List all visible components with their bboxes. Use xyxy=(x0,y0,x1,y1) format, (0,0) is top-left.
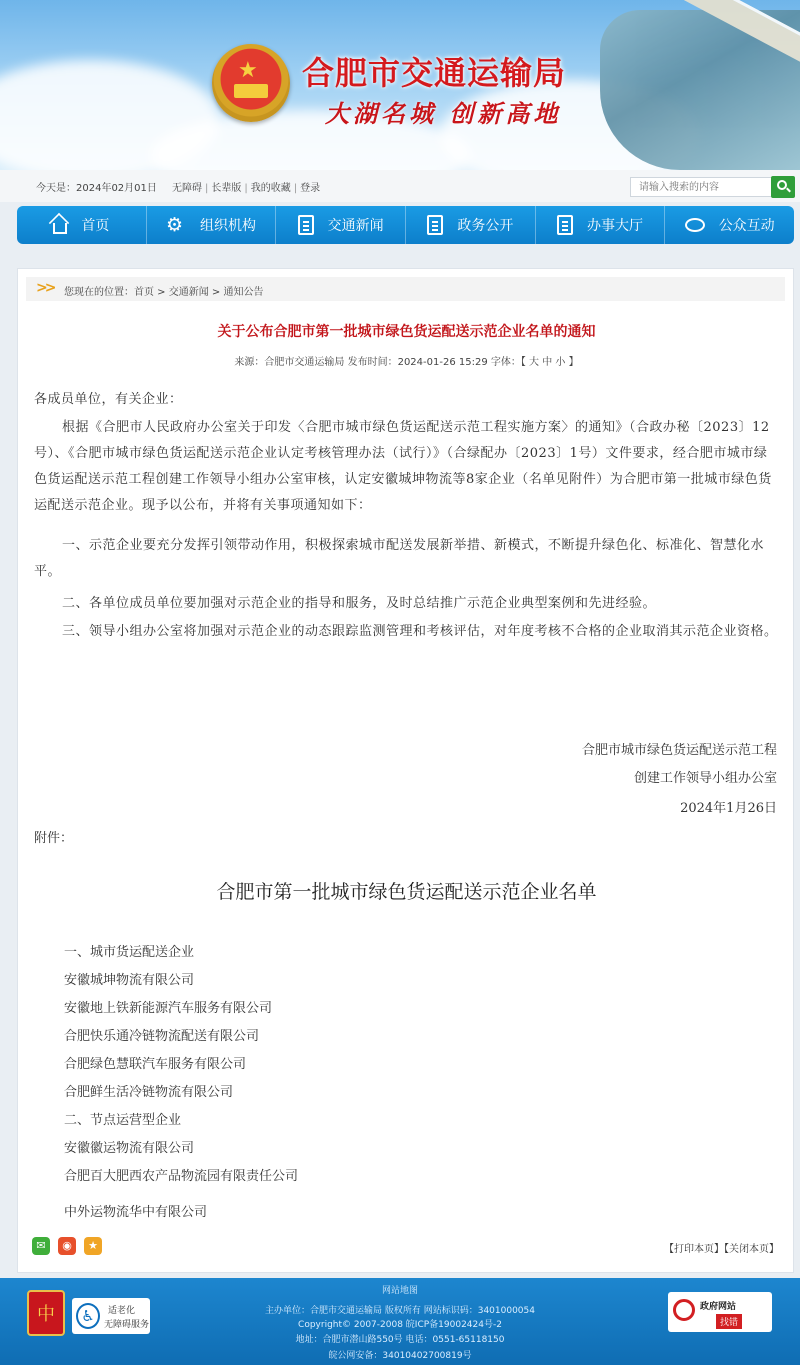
header-banner xyxy=(0,0,800,170)
chat-icon xyxy=(685,218,705,232)
search-input[interactable] xyxy=(630,177,772,197)
gov-badge-action: 找错 xyxy=(716,1314,742,1329)
sitemap-link[interactable]: 网站地图 xyxy=(381,1286,418,1296)
search-button[interactable] xyxy=(771,176,795,198)
file-icon xyxy=(427,215,443,235)
breadcrumb-notices[interactable]: 通知公告 xyxy=(223,287,264,298)
gov-site-error-badge[interactable] xyxy=(668,1292,772,1332)
article-title: 关于公布合肥市第一批城市绿色货运配送示范企业名单的通知 xyxy=(217,324,596,340)
breadcrumb: >> 您现在的位置：首页 > 交通新闻 > 通知公告 xyxy=(26,277,785,301)
magnifier-icon xyxy=(673,1299,695,1321)
list-item: 中外运物流华中有限公司 xyxy=(64,1205,208,1220)
paragraph: 根据《合肥市人民政府办公室关于印发〈合肥市城市绿色货运配送示范工程实施方案〉的通知》（合政办秘〔2023〕12号）、《合肥市城市绿色货运配送示范企业认定考核管理办法（试行）》（合绿配办〔2023〕1号）文件要求，经合肥市城市绿色货运配送示范工程创建工作领导小组办公室审核，认定安徽城坤物流等8家企业（名单见附件）为合肥市第一批城市绿色货运配送示范企业。现予以公布，并将有关事项通知如下： xyxy=(34,420,772,513)
print-page-link[interactable]: 【打印本页】 xyxy=(664,1244,724,1255)
nav-item-news[interactable] xyxy=(276,206,406,244)
gear-icon: ⚙ xyxy=(166,214,184,236)
salutation: 各成员单位，有关企业： xyxy=(34,392,183,407)
list-item: 合肥快乐通冷链物流配送有限公司 xyxy=(64,1029,260,1044)
access-badge-title: 适老化 xyxy=(108,1306,136,1316)
home-icon xyxy=(53,223,67,234)
list-item: 安徽城坤物流有限公司 xyxy=(64,973,195,988)
today-date: 今天是：2024年02月01日 xyxy=(36,183,157,194)
signature-date: 2024年1月26日 xyxy=(680,801,777,816)
book-icon xyxy=(557,215,573,235)
attachment-label: 附件： xyxy=(34,831,74,846)
login-link[interactable]: 登录 xyxy=(300,183,321,194)
breadcrumb-prefix: 您现在的位置： xyxy=(64,287,134,298)
list-item: 二、节点运营型企业 xyxy=(64,1113,182,1128)
document-icon xyxy=(298,215,314,235)
nav-label: 组织机构 xyxy=(200,218,256,234)
nav-item-interaction[interactable] xyxy=(665,206,794,244)
accessibility-link[interactable]: 无障碍 xyxy=(172,183,202,194)
accessibility-badge[interactable] xyxy=(72,1298,150,1334)
paragraph: 三、领导小组办公室将加强对示范企业的动态跟踪监测管理和考核评估，对年度考核不合格的企业取消其示范企业资格。 xyxy=(62,624,778,639)
footer-address: 地址：合肥市潜山路550号 电话：0551-65118150 xyxy=(295,1335,505,1345)
article-meta: 来源：合肥市交通运输局 发布时间：2024-01-26 15:29 字体：【 大 中 小 】 xyxy=(234,357,579,368)
breadcrumb-news[interactable]: 交通新闻 xyxy=(168,287,209,298)
footer xyxy=(0,1278,800,1365)
site-title: 合肥市交通运输局 xyxy=(302,54,567,92)
list-item: 合肥百大肥西农产品物流园有限责任公司 xyxy=(64,1169,299,1184)
nav-label: 首页 xyxy=(81,218,110,234)
signature-office: 创建工作领导小组办公室 xyxy=(633,771,777,786)
nav-label: 公众互动 xyxy=(718,218,775,234)
footer-sponsor: 主办单位：合肥市交通运输局 版权所有 网站标识码：3401000054 xyxy=(265,1306,535,1316)
nav-label: 办事大厅 xyxy=(587,218,644,234)
paragraph: 一、示范企业要充分发挥引领带动作用，积极探索城市配送发展新举措、新模式，不断提升绿色化、标准化、智慧化水平。 xyxy=(34,538,765,579)
national-emblem-icon: ★ xyxy=(212,44,290,122)
list-item: 合肥绿色慧联汽车服务有限公司 xyxy=(64,1057,247,1072)
nav-item-gov-affairs[interactable] xyxy=(406,206,536,244)
site-slogan: 大湖名城 创新高地 xyxy=(325,99,562,128)
gov-badge-title: 政府网站 xyxy=(700,1302,737,1312)
footer-copyright: Copyright© 2007-2008 皖ICP备19002424号-2 xyxy=(298,1320,502,1330)
elder-version-link[interactable]: 长辈版 xyxy=(211,183,242,194)
list-item: 一、城市货运配送企业 xyxy=(64,945,195,960)
wheelchair-icon: ♿ xyxy=(76,1303,100,1329)
list-item: 合肥鲜生活冷链物流有限公司 xyxy=(64,1085,234,1100)
nav-item-service-hall[interactable] xyxy=(536,206,666,244)
weibo-share-icon[interactable]: ◉ xyxy=(58,1237,76,1255)
list-item: 安徽徽运物流有限公司 xyxy=(64,1141,195,1156)
qzone-share-icon[interactable]: ★ xyxy=(84,1237,102,1255)
list-item: 安徽地上铁新能源汽车服务有限公司 xyxy=(64,1001,273,1016)
party-gov-badge-icon[interactable]: 中 xyxy=(27,1290,65,1336)
nav-item-organization[interactable] xyxy=(147,206,277,244)
paragraph: 二、各单位成员单位要加强对示范企业的指导和服务，及时总结推广示范企业典型案例和先进经验。 xyxy=(62,596,657,611)
content-panel xyxy=(17,268,794,1273)
favorites-link[interactable]: 我的收藏 xyxy=(250,183,291,194)
list-title: 合肥市第一批城市绿色货运配送示范企业名单 xyxy=(216,881,597,903)
footer-police: 皖公网安备：34010402700819号 xyxy=(328,1351,472,1361)
breadcrumb-home[interactable]: 首页 xyxy=(134,287,154,298)
print-links xyxy=(664,1240,779,1255)
nav-item-home[interactable] xyxy=(17,206,147,244)
bridge-image xyxy=(600,10,800,170)
close-page-link[interactable]: 【关闭本页】 xyxy=(724,1244,779,1255)
nav-label: 交通新闻 xyxy=(327,218,384,234)
signature-org: 合肥市城市绿色货运配送示范工程 xyxy=(581,743,777,758)
top-links: 无障碍 | 长辈版 | 我的收藏 | 登录 xyxy=(172,183,321,194)
double-chevron-icon: >> xyxy=(36,280,54,296)
nav-label: 政务公开 xyxy=(457,218,514,234)
access-badge-subtitle: 无障碍服务 xyxy=(104,1320,150,1330)
wechat-share-icon[interactable]: ✉ xyxy=(32,1237,50,1255)
main-nav xyxy=(17,206,794,244)
